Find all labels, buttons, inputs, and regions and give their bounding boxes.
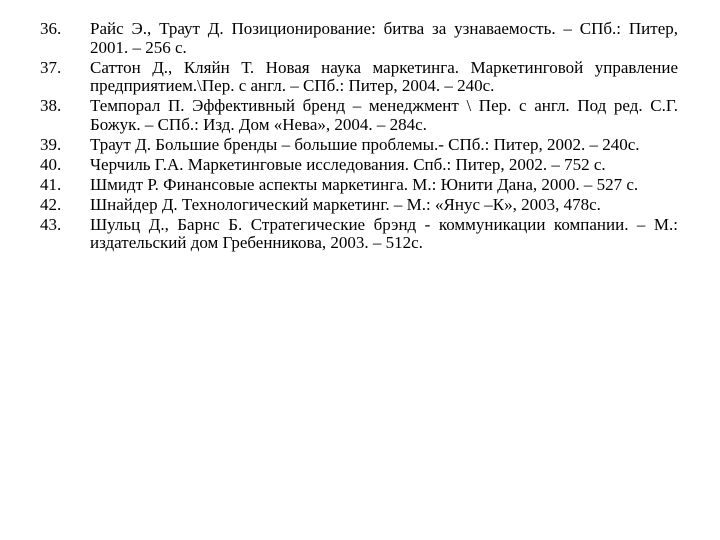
reference-number: 38. xyxy=(40,96,62,116)
reference-text: Траут Д. Большие бренды – большие проблемы.- СПб.: Питер, 2002. – 240с. xyxy=(90,134,640,154)
reference-item xyxy=(40,196,678,215)
reference-text: Черчиль Г.А. Маркетинговые исследования. Спб.: Питер, 2002. – 752 с. xyxy=(90,154,606,174)
reference-item xyxy=(40,176,678,195)
reference-item xyxy=(40,20,678,57)
reference-text: Саттон Д., Кляйн Т. Новая наука маркетинга. Маркетинговой управление предприятием.\Пер. с англ. – СПб.: Питер, 2004. – 240с. xyxy=(90,57,678,96)
reference-number: 40. xyxy=(40,154,62,174)
reference-text: Шмидт Р. Финансовые аспекты маркетинга. М.: Юнити Дана, 2000. – 527 с. xyxy=(90,174,639,194)
reference-number: 36. xyxy=(40,19,62,38)
reference-item xyxy=(40,156,678,175)
reference-item xyxy=(40,136,678,155)
reference-item xyxy=(40,97,678,134)
reference-text: Шнайдер Д. Технологический маркетинг. – М.: «Янус –К», 2003, 478с. xyxy=(90,194,601,214)
reference-number: 43. xyxy=(40,214,62,234)
reference-text: Шульц Д., Барнс Б. Стратегические брэнд - коммуникации компании. – М.: издательский дом Гребенникова, 2003. – 512с. xyxy=(90,214,678,253)
reference-item xyxy=(40,59,678,96)
reference-number: 37. xyxy=(40,57,62,77)
reference-number: 41. xyxy=(40,174,62,194)
reference-number: 39. xyxy=(40,134,62,154)
reference-text: Темпорал П. Эффективный бренд – менеджмент \ Пер. с англ. Под ред. С.Г. Божук. – СПб.: Изд. Дом «Нева», 2004. – 284с. xyxy=(90,96,678,134)
reference-list xyxy=(40,20,678,254)
reference-item xyxy=(40,216,678,253)
reference-text: Райс Э., Траут Д. Позиционирование: битва за узнаваемость. – СПб.: Питер, 2001. – 256 с. xyxy=(90,19,678,57)
reference-number: 42. xyxy=(40,194,62,214)
